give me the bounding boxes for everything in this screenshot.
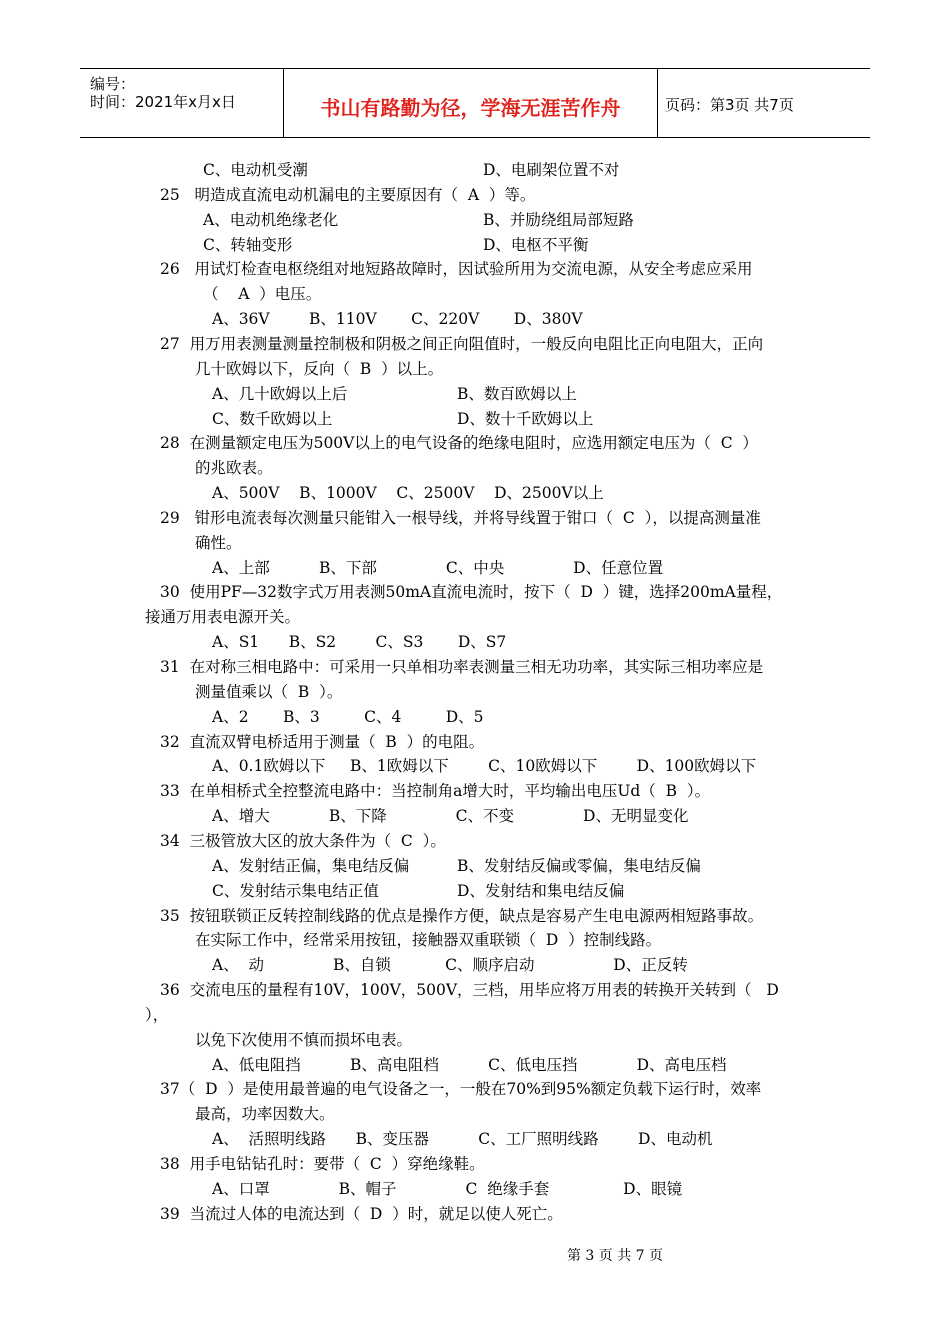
text-line: 25 明造成直流电动机漏电的主要原因有（ A ）等。 xyxy=(160,185,536,204)
text-line: 在实际工作中，经常采用按钮，接触器双重联锁（ D ）控制线路。 xyxy=(195,931,662,950)
text-line: C、电动机受潮 xyxy=(203,161,308,179)
text-line: A、 动 B、自锁 C、顺序启动 D、正反转 xyxy=(212,956,688,975)
text-line: 确性。 xyxy=(195,533,242,552)
text-line: C、转轴变形 xyxy=(203,235,293,254)
page-header xyxy=(80,68,870,138)
text-line: C、数千欧姆以上 xyxy=(212,409,333,428)
text-line: A、上部 B、下部 C、中央 D、任意位置 xyxy=(212,558,664,577)
header-middle-cell xyxy=(284,69,658,137)
page-info: 页码：第3页 共7页 xyxy=(665,96,794,114)
text-line: 38 用手电钻钻孔时：要带（ C ）穿绝缘鞋。 xyxy=(160,1155,485,1173)
text-line: A、0.1欧姆以下 B、1欧姆以下 C、10欧姆以下 D、100欧姆以下 xyxy=(212,757,757,776)
text-line: 33 在单相桥式全控整流电路中：当控制角a增大时，平均输出电压Ud（ B ）。 xyxy=(160,782,711,801)
text-line: 36 交流电压的量程有10V，100V，500V，三档，用毕应将万用表的转换开关转到（ D xyxy=(160,981,779,1000)
number-label: 编号： xyxy=(90,75,136,93)
header-left-cell xyxy=(80,69,284,137)
option-right: B、数百欧姆以上 xyxy=(457,384,577,403)
text-line: 测量值乘以（ B ）。 xyxy=(195,682,343,701)
date-label: 时间：2021年x月x日 xyxy=(90,93,236,111)
text-line: 最高，功率因数大。 xyxy=(195,1105,335,1124)
text-line: 26 用试灯检查电枢绕组对地短路故障时，因试验所用为交流电源，从安全考虑应采用 xyxy=(160,260,753,279)
text-line: 29 钳形电流表每次测量只能钳入一根导线，并将导线置于钳口（ C ），以提高测量准 xyxy=(160,508,761,527)
text-line: 几十欧姆以下，反向（ B ）以上。 xyxy=(195,359,444,378)
text-line: 32 直流双臂电桥适用于测量（ B ）的电阻。 xyxy=(160,732,485,751)
text-line: A、增大 B、下降 C、不变 D、无明显变化 xyxy=(212,807,689,826)
text-line: 35 按钮联锁正反转控制线路的优点是操作方便，缺点是容易产生电电源两相短路事故。 xyxy=(160,906,764,925)
text-line: A、S1 B、S2 C、S3 D、S7 xyxy=(212,633,507,652)
text-line: A、发射结正偏，集电结反偏 xyxy=(212,856,410,875)
text-line: （ A ）电压。 xyxy=(203,285,322,304)
text-line: 30 使用PF—32数字式万用表测50mA直流电流时，按下（ D ）键，选择200mA量程， xyxy=(160,583,783,602)
text-line: 的兆欧表。 xyxy=(195,459,273,478)
option-right: D、发射结和集电结反偏 xyxy=(457,881,625,900)
text-line: A、2 B、3 C、4 D、5 xyxy=(212,707,484,726)
text-line: A、 活照明线路 B、变压器 C、工厂照明线路 D、电动机 xyxy=(212,1130,713,1149)
text-line: C、发射结示集电结正值 xyxy=(212,881,379,900)
option-right: B、发射结反偏或零偏，集电结反偏 xyxy=(457,856,701,875)
text-line: 39 当流过人体的电流达到（ D ）时，就足以使人死亡。 xyxy=(160,1204,563,1223)
text-line: A、36V B、110V C、220V D、380V xyxy=(212,310,583,329)
text-line: 接通万用表电源开关。 xyxy=(145,608,301,627)
text-line: 27 用万用表测量测量控制极和阴极之间正向阻值时，一般反向电阻比正向电阻大，正向 xyxy=(160,334,764,353)
text-line: 以免下次使用不慎而损坏电表。 xyxy=(195,1030,413,1049)
motto: 书山有路勤为径，学海无涯苦作舟 xyxy=(320,96,621,120)
option-right: D、电枢不平衡 xyxy=(483,235,589,254)
text-line: A、500V B、1000V C、2500V D、2500V以上 xyxy=(212,484,604,503)
text-line: 37（ D ）是使用最普遍的电气设备之一，一般在70%到95%额定负载下运行时，效率 xyxy=(160,1080,762,1099)
text-line: A、低电阻挡 B、高电阻档 C、低电压挡 D、高电压档 xyxy=(212,1055,727,1074)
option-right: D、电刷架位置不对 xyxy=(483,161,620,179)
text-line: ）， xyxy=(145,1005,169,1024)
text-line: 34 三极管放大区的放大条件为（ C ）。 xyxy=(160,831,446,850)
option-right: B、并励绕组局部短路 xyxy=(483,210,634,229)
text-line: 28 在测量额定电压为500V以上的电气设备的绝缘电阻时，应选用额定电压为（ C ） xyxy=(160,434,758,453)
option-right: D、数十千欧姆以上 xyxy=(457,409,594,428)
text-line: A、电动机绝缘老化 xyxy=(203,210,339,229)
text-line: A、口罩 B、帽子 C 绝缘手套 D、眼镜 xyxy=(212,1179,683,1198)
header-right-cell xyxy=(658,69,870,137)
page-footer: 第 3 页 共 7 页 xyxy=(566,1248,664,1264)
text-line: 31 在对称三相电路中：可采用一只单相功率表测量三相无功功率，其实际三相功率应是 xyxy=(160,658,764,676)
text-line: A、几十欧姆以上后 xyxy=(212,384,348,403)
